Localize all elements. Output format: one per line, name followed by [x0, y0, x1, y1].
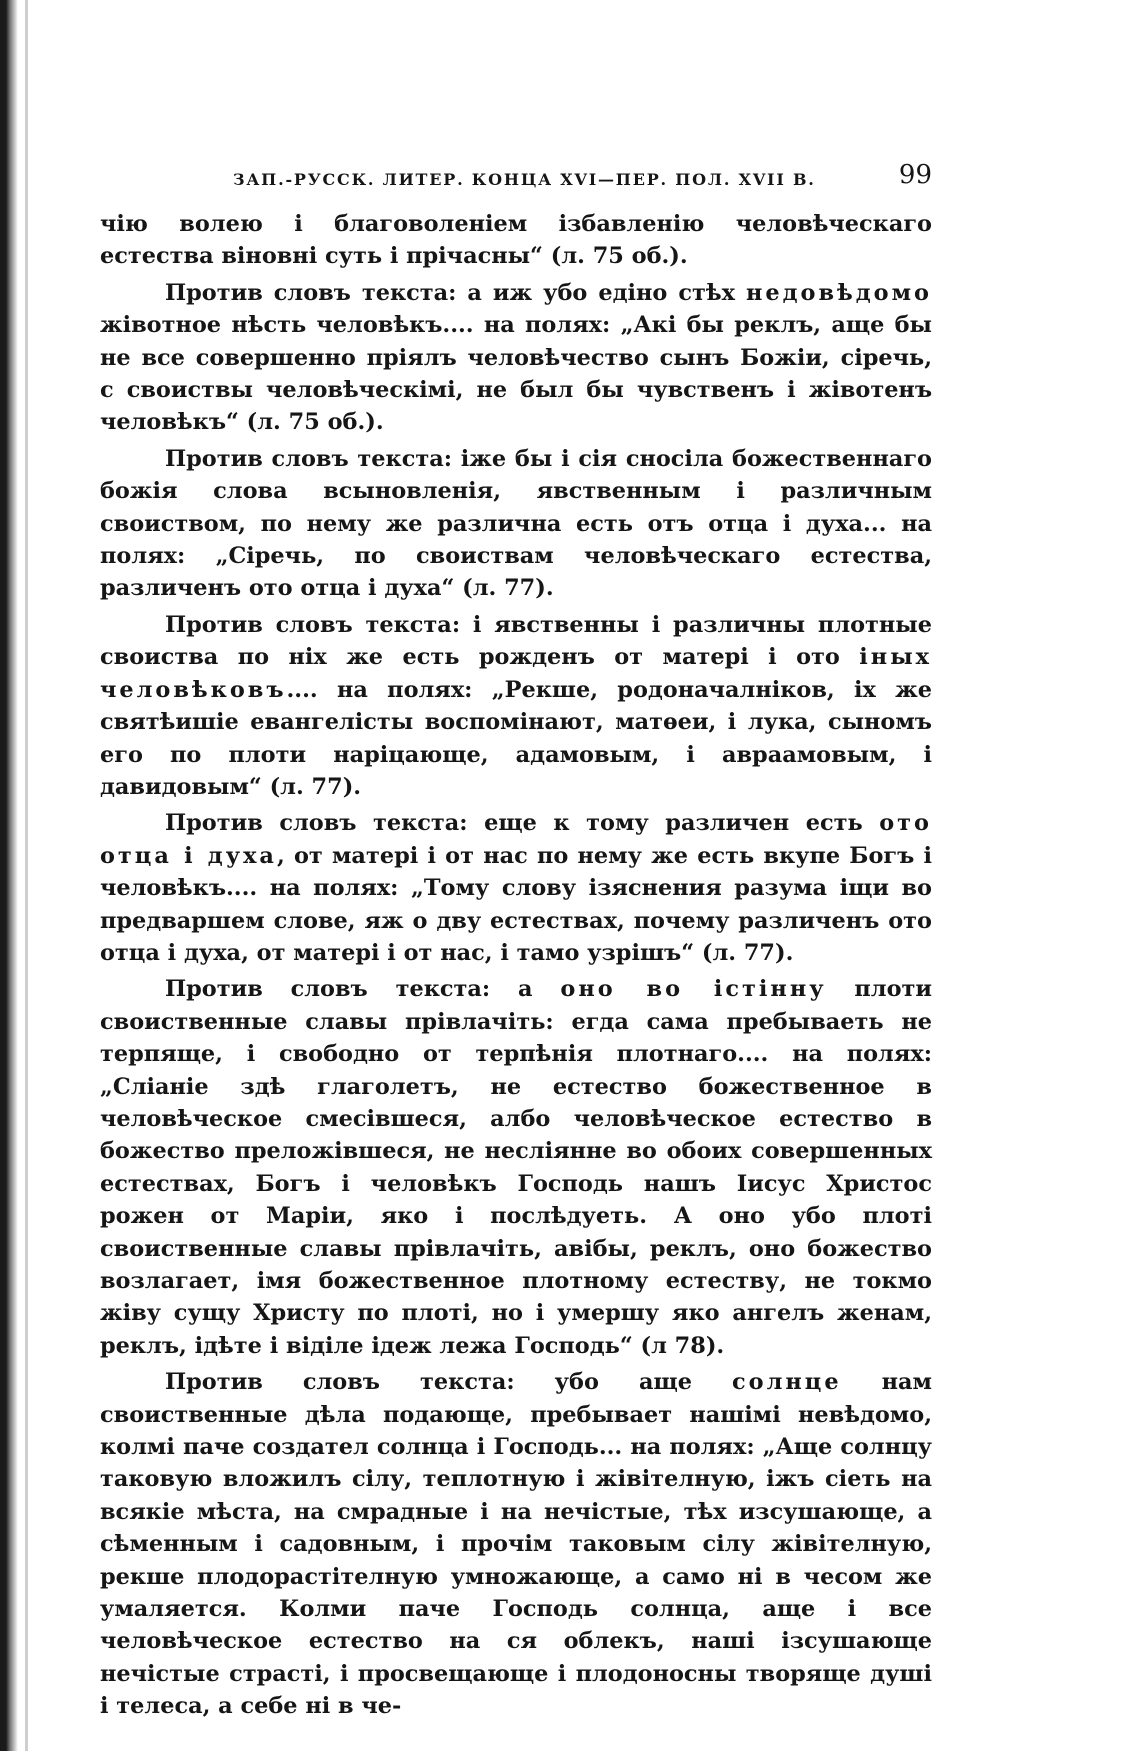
text-run: Против словъ текста: а — [165, 976, 561, 1003]
page-number: 99 — [898, 160, 932, 190]
spaced-text: іных человѣковъ — [100, 644, 932, 703]
spaced-text: ото отца і духа — [100, 810, 932, 869]
text-run: Против словъ текста: іже бы і сія сносіла божественнаго божія слова всыновленія, явственным і различным своиством, по нему же различна есть отъ отца і духа... на полях: „Сіречь, по своиствам человѣческаго естества, различенъ ото отца і духа“ (л. 77). — [100, 445, 932, 602]
text-run: .... на полях: „Рекше, родоначалніков, іх же святѣишіе евангелісты воспомінают, матѳеи, і лука, сыномъ его по плоти наріцающе, адамовым, і авраамовым, і давидовым“ (л. 77). — [100, 676, 932, 800]
page-binding-line — [25, 0, 28, 1751]
page-binding-edge — [0, 0, 20, 1751]
paragraph — [100, 443, 932, 605]
text-run: жівотное нѣсть человѣкъ.... на полях: „Акі бы реклъ, аще бы не все совершенно прiялъ человѣчество сынъ Божіи, сіречь, с своиствы человѣческімі, не был бы чувственъ і жівотенъ человѣкъ“ (л. 75 об.). — [100, 312, 932, 436]
text-run: Против словъ текста: а иж убо едіно стѣх — [165, 279, 746, 306]
text-run: , от матері і от нас по нему же есть вкупе Богъ і человѣкъ.... на полях: „Тому слову ізяснения разума іщи во предваршем слове, яж о дву естествах, почему различенъ ото отца і духа, от матері і от нас, і тамо узрішъ“ (л. 77). — [100, 842, 933, 966]
body-text — [100, 208, 932, 1723]
running-title: ЗАП.-РУССК. ЛИТЕР. КОНЦА XVI—ПЕР. ПОЛ. XVII В. — [233, 170, 816, 189]
spaced-text: недовѣдомо — [745, 279, 932, 306]
text-run: чію волею і благоволеніем ізбавленію человѣческаго естества віновні суть і прічасны“ (л. 75 об.). — [100, 211, 932, 270]
paragraph — [100, 807, 932, 969]
text-run: Против словъ текста: і явственны і различны плотные своиства по ніх же есть рожденъ от матері і ото — [100, 611, 932, 671]
paragraph — [100, 1366, 932, 1722]
paragraph — [100, 277, 932, 439]
paragraph — [100, 609, 932, 803]
paragraph — [100, 208, 932, 273]
text-run: Против словъ текста: убо аще — [165, 1369, 733, 1396]
paragraph — [100, 973, 932, 1362]
page-header — [100, 160, 932, 200]
spaced-text: солнце — [732, 1369, 842, 1396]
spaced-text: оно во істінну — [560, 976, 827, 1003]
text-run: плоти своиственные славы прівлачіть: егда сама пребываеть не терпяще, і свободно от терпѣнія плотнаго.... на полях: „Сліаніе здѣ глаголетъ, не естество божественное в человѣческое смесівшеся, албо человѣческое естество в божество преложівшеся, не неслiянне во обоих совершенных естествах, Богъ і человѣкъ Господь нашъ Іисус Христос рожен от Маріи, яко і послѣдуеть. А оно убо плоті своиственные славы прівлачіть, авібы, реклъ, оно божество возлагает, імя божественное плотному естеству, не токмо жіву сущу Христу по плоті, но і умершу яко ангелъ женам, реклъ, ідѣте і віділе ідеж лежа Господь“ (л 78). — [100, 976, 933, 1359]
text-run: нам своиственные дѣла подающе, пребывает нашімі невѣдомо, колмі паче создател солнца і Господь... на полях: „Аще солнцу таковую вложилъ сілу, теплотную і жівітелную, іжъ сіеть на всякіе мѣста, на смрадные і на нечістые, тѣх изсушающе, а сѣменным і садовным, і прочім таковым сілу жівітелную, рекше плодорастітелную умножающе, а само ні в чесом же умаляется. Колми паче Господь солнца, аще і все человѣческое естество на ся облекъ, наші ізсушающе нечістые страсті, і просвещающе і плодоносны творяще душі і телеса, а себе ні в че- — [100, 1369, 932, 1720]
text-run: Против словъ текста: еще к тому различен есть — [165, 810, 880, 837]
